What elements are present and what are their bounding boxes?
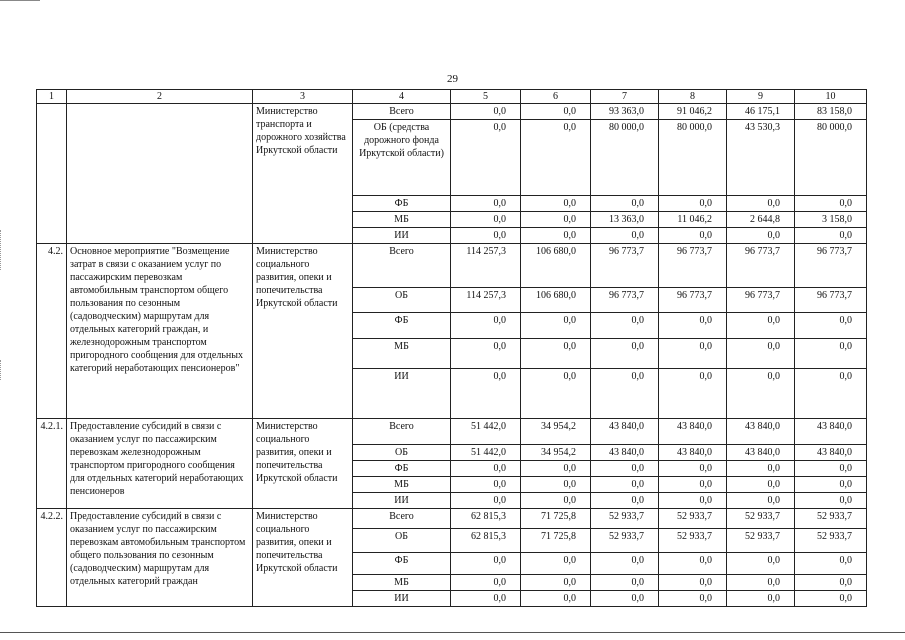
value-cell: 0,0: [451, 553, 521, 575]
value-cell: 0,0: [795, 493, 867, 509]
value-cell: 34 954,2: [521, 445, 591, 461]
value-cell: 0,0: [795, 339, 867, 369]
value-cell: 96 773,7: [727, 244, 795, 288]
value-cell: 52 933,7: [795, 509, 867, 529]
item-code: 4.2.2.: [37, 509, 67, 607]
value-cell: 0,0: [659, 228, 727, 244]
value-cell: 0,0: [727, 313, 795, 339]
value-cell: 0,0: [795, 369, 867, 419]
value-cell: 0,0: [451, 120, 521, 196]
value-cell: 0,0: [727, 369, 795, 419]
value-cell: 71 725,8: [521, 509, 591, 529]
value-cell: 0,0: [451, 369, 521, 419]
value-cell: 51 442,0: [451, 445, 521, 461]
value-cell: 0,0: [795, 461, 867, 477]
value-cell: 0,0: [591, 477, 659, 493]
value-cell: 52 933,7: [659, 529, 727, 553]
value-cell: 43 840,0: [795, 419, 867, 445]
column-header: 9: [727, 90, 795, 104]
value-cell: 0,0: [521, 212, 591, 228]
value-cell: 96 773,7: [659, 288, 727, 313]
column-header: 8: [659, 90, 727, 104]
value-cell: 0,0: [451, 575, 521, 591]
funding-source: ОБ (средства дорожного фонда Иркутской области): [353, 120, 451, 196]
value-cell: 0,0: [591, 196, 659, 212]
value-cell: 96 773,7: [727, 288, 795, 313]
column-header-row: [37, 90, 867, 104]
value-cell: 43 840,0: [727, 419, 795, 445]
value-cell: 43 840,0: [795, 445, 867, 461]
value-cell: 96 773,7: [591, 288, 659, 313]
value-cell: 0,0: [451, 477, 521, 493]
value-cell: 43 840,0: [591, 445, 659, 461]
value-cell: 0,0: [451, 104, 521, 120]
value-cell: 0,0: [451, 196, 521, 212]
value-cell: 11 046,2: [659, 212, 727, 228]
value-cell: 0,0: [591, 461, 659, 477]
value-cell: 13 363,0: [591, 212, 659, 228]
value-cell: 0,0: [451, 591, 521, 607]
column-header: 4: [353, 90, 451, 104]
value-cell: 93 363,0: [591, 104, 659, 120]
value-cell: 0,0: [591, 228, 659, 244]
funding-source: МБ: [353, 477, 451, 493]
item-name: Предоставление субсидий в связи с оказанием услуг по пассажирским перевозкам автомобильным транспортом общего пользования по сезонным (садоводческим) маршрутам для отдельных категорий граждан: [67, 509, 253, 607]
value-cell: 114 257,3: [451, 288, 521, 313]
funding-source: ИИ: [353, 369, 451, 419]
value-cell: 52 933,7: [659, 509, 727, 529]
item-name: Основное мероприятие "Возмещение затрат в связи с оказанием услуг по пассажирским перевозкам автомобильным транспортом общего пользования по сезонным (садоводческим) маршрутам для отдельных категорий граждан, и железнодорожным транспортом пригородного сообщения для отдельных категорий неработающих пенсионеров": [67, 244, 253, 419]
value-cell: 0,0: [451, 339, 521, 369]
table-row: [37, 244, 867, 288]
scan-edge-mark: [0, 230, 4, 270]
value-cell: 0,0: [659, 575, 727, 591]
value-cell: 0,0: [521, 553, 591, 575]
value-cell: 96 773,7: [795, 244, 867, 288]
value-cell: 0,0: [591, 339, 659, 369]
value-cell: 43 840,0: [659, 419, 727, 445]
funding-source: ИИ: [353, 591, 451, 607]
value-cell: 114 257,3: [451, 244, 521, 288]
funding-source: Всего: [353, 419, 451, 445]
value-cell: 83 158,0: [795, 104, 867, 120]
value-cell: 0,0: [521, 461, 591, 477]
funding-source: ОБ: [353, 529, 451, 553]
value-cell: 51 442,0: [451, 419, 521, 445]
value-cell: 0,0: [727, 591, 795, 607]
table-row: [37, 104, 867, 120]
page-bottom-rule: [0, 632, 905, 633]
value-cell: 91 046,2: [659, 104, 727, 120]
value-cell: 0,0: [521, 120, 591, 196]
value-cell: 0,0: [795, 553, 867, 575]
value-cell: 0,0: [451, 228, 521, 244]
value-cell: 96 773,7: [659, 244, 727, 288]
value-cell: 0,0: [521, 493, 591, 509]
funding-source: Всего: [353, 104, 451, 120]
column-header: 5: [451, 90, 521, 104]
value-cell: 0,0: [659, 493, 727, 509]
budget-table: [36, 89, 867, 607]
value-cell: 0,0: [591, 591, 659, 607]
item-code: 4.2.1.: [37, 419, 67, 509]
value-cell: 0,0: [451, 212, 521, 228]
value-cell: 80 000,0: [591, 120, 659, 196]
funding-source: ФБ: [353, 461, 451, 477]
column-header: 10: [795, 90, 867, 104]
value-cell: 0,0: [727, 493, 795, 509]
value-cell: 0,0: [727, 461, 795, 477]
funding-source: МБ: [353, 212, 451, 228]
table-row: [37, 419, 867, 445]
value-cell: 0,0: [727, 575, 795, 591]
value-cell: 0,0: [659, 313, 727, 339]
value-cell: 0,0: [727, 196, 795, 212]
value-cell: 0,0: [521, 477, 591, 493]
value-cell: 0,0: [727, 477, 795, 493]
value-cell: 52 933,7: [795, 529, 867, 553]
value-cell: 62 815,3: [451, 529, 521, 553]
value-cell: 62 815,3: [451, 509, 521, 529]
value-cell: 0,0: [795, 196, 867, 212]
value-cell: 0,0: [521, 228, 591, 244]
table-row: [37, 509, 867, 529]
value-cell: 52 933,7: [591, 509, 659, 529]
value-cell: 106 680,0: [521, 244, 591, 288]
funding-source: ФБ: [353, 313, 451, 339]
value-cell: 0,0: [727, 339, 795, 369]
value-cell: 52 933,7: [727, 529, 795, 553]
responsible-org: Министерство социального развития, опеки и попечительства Иркутской области: [253, 419, 353, 509]
funding-source: ФБ: [353, 196, 451, 212]
value-cell: 0,0: [521, 313, 591, 339]
column-header: 2: [67, 90, 253, 104]
value-cell: 0,0: [521, 369, 591, 419]
value-cell: 0,0: [591, 493, 659, 509]
value-cell: 0,0: [591, 553, 659, 575]
funding-source: ОБ: [353, 288, 451, 313]
value-cell: 0,0: [795, 477, 867, 493]
value-cell: 0,0: [521, 575, 591, 591]
value-cell: 43 840,0: [659, 445, 727, 461]
column-header: 7: [591, 90, 659, 104]
column-header: 6: [521, 90, 591, 104]
value-cell: 0,0: [795, 228, 867, 244]
scan-corner-mark: [0, 0, 40, 4]
value-cell: 0,0: [659, 339, 727, 369]
value-cell: 0,0: [795, 575, 867, 591]
value-cell: 0,0: [659, 553, 727, 575]
value-cell: 0,0: [659, 196, 727, 212]
funding-source: ИИ: [353, 493, 451, 509]
value-cell: 52 933,7: [727, 509, 795, 529]
value-cell: 43 530,3: [727, 120, 795, 196]
value-cell: 0,0: [521, 104, 591, 120]
value-cell: 2 644,8: [727, 212, 795, 228]
value-cell: 106 680,0: [521, 288, 591, 313]
value-cell: 0,0: [659, 461, 727, 477]
value-cell: 43 840,0: [591, 419, 659, 445]
value-cell: 0,0: [659, 369, 727, 419]
funding-source: МБ: [353, 339, 451, 369]
value-cell: 80 000,0: [659, 120, 727, 196]
item-name: Предоставление субсидий в связи с оказанием услуг по пассажирским перевозкам железнодорожным транспортом пригородного сообщения для отдельных категорий неработающих пенсионеров: [67, 419, 253, 509]
value-cell: 96 773,7: [795, 288, 867, 313]
value-cell: 0,0: [451, 313, 521, 339]
value-cell: 0,0: [521, 591, 591, 607]
value-cell: 0,0: [659, 591, 727, 607]
value-cell: 0,0: [521, 196, 591, 212]
value-cell: 0,0: [795, 313, 867, 339]
funding-source: ОБ: [353, 445, 451, 461]
responsible-org: Министерство социального развития, опеки и попечительства Иркутской области: [253, 509, 353, 607]
value-cell: 96 773,7: [591, 244, 659, 288]
funding-source: ФБ: [353, 553, 451, 575]
value-cell: 0,0: [591, 575, 659, 591]
value-cell: 71 725,8: [521, 529, 591, 553]
value-cell: 0,0: [521, 339, 591, 369]
funding-source: МБ: [353, 575, 451, 591]
page-number: 29: [447, 73, 458, 85]
funding-source: Всего: [353, 509, 451, 529]
responsible-org: Министерство социального развития, опеки и попечительства Иркутской области: [253, 244, 353, 419]
value-cell: 0,0: [591, 313, 659, 339]
responsible-org: Министерство транспорта и дорожного хозяйства Иркутской области: [253, 104, 353, 244]
value-cell: 0,0: [727, 228, 795, 244]
scan-edge-mark: [0, 360, 4, 380]
value-cell: 46 175,1: [727, 104, 795, 120]
value-cell: 0,0: [591, 369, 659, 419]
funding-source: ИИ: [353, 228, 451, 244]
funding-source: Всего: [353, 244, 451, 288]
value-cell: 0,0: [451, 461, 521, 477]
value-cell: 52 933,7: [591, 529, 659, 553]
value-cell: 34 954,2: [521, 419, 591, 445]
value-cell: 0,0: [451, 493, 521, 509]
item-code: [37, 104, 67, 244]
value-cell: 3 158,0: [795, 212, 867, 228]
value-cell: 0,0: [795, 591, 867, 607]
value-cell: 43 840,0: [727, 445, 795, 461]
value-cell: 80 000,0: [795, 120, 867, 196]
value-cell: 0,0: [727, 553, 795, 575]
column-header: 3: [253, 90, 353, 104]
item-code: 4.2.: [37, 244, 67, 419]
value-cell: 0,0: [659, 477, 727, 493]
item-name: [67, 104, 253, 244]
column-header: 1: [37, 90, 67, 104]
